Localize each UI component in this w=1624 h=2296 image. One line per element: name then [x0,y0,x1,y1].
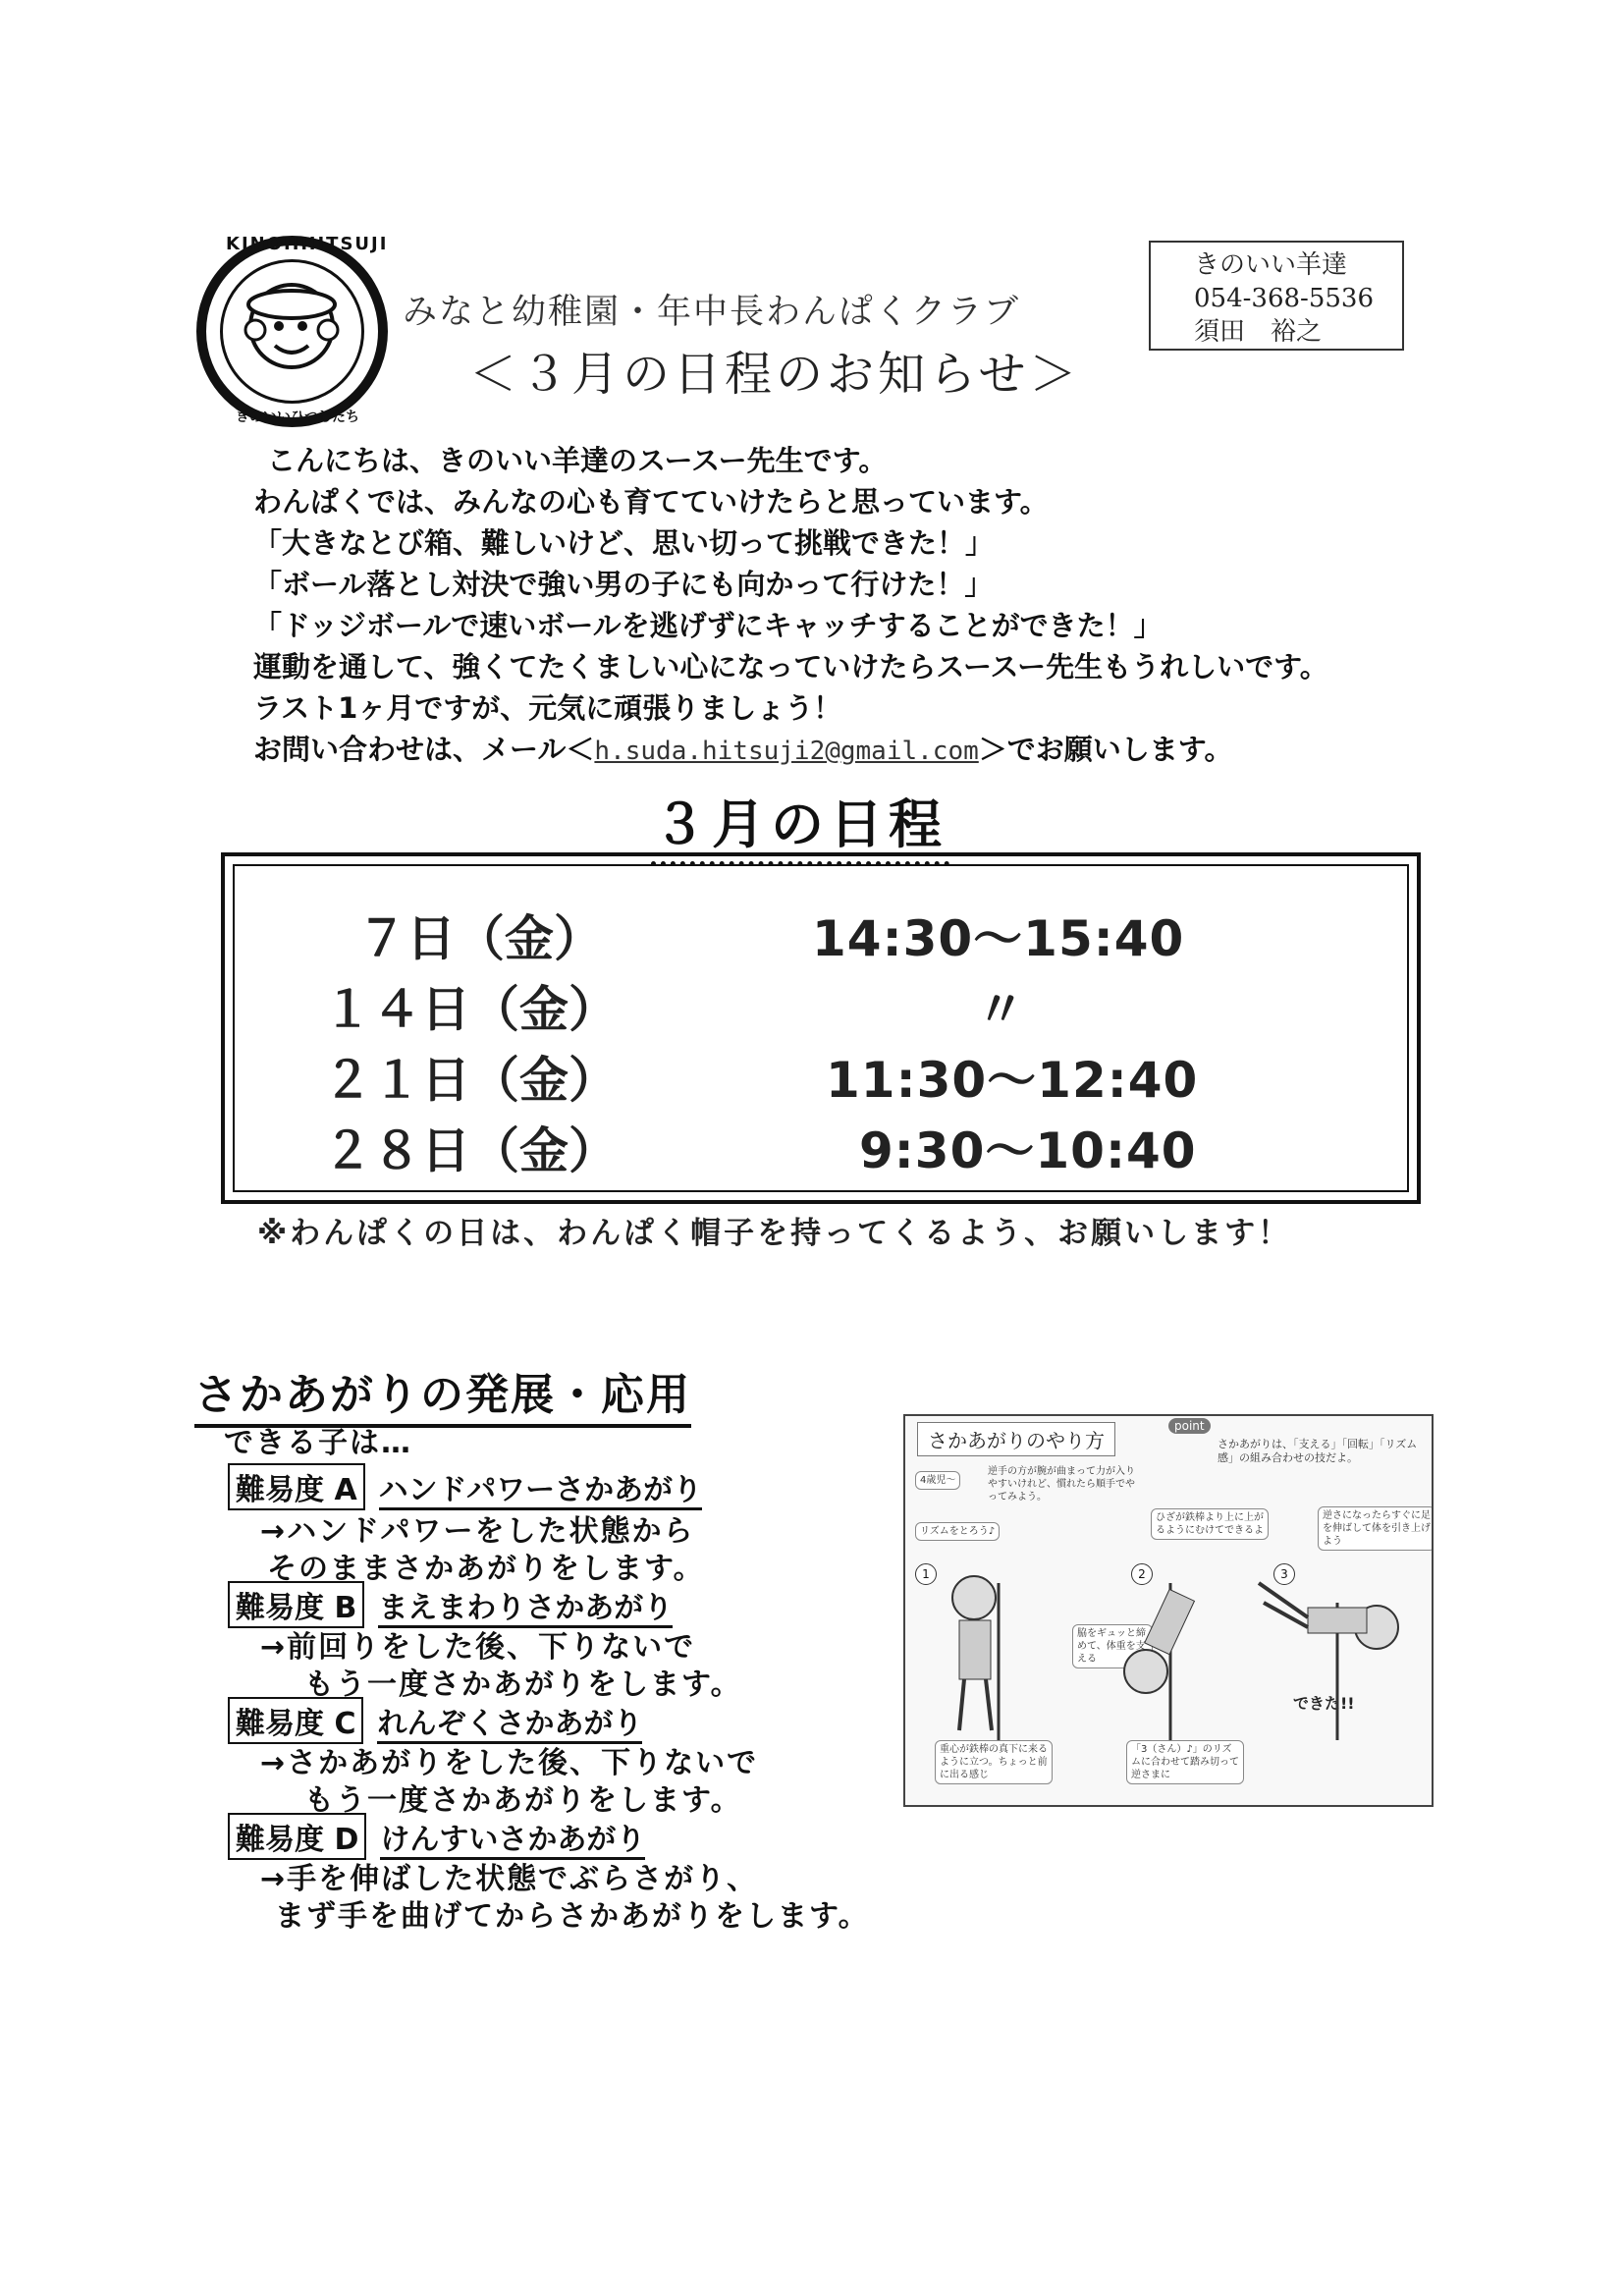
level-desc: まず手を曲げてからさかあがりをします。 [275,1899,870,1934]
section-title [194,1359,691,1422]
level-desc: →前回りをした後、下りないで [260,1630,696,1665]
illustration-title: さかあがりのやり方 [917,1422,1115,1456]
step1-label: リズムをとろう♪ [915,1522,1000,1541]
club-logo [196,236,388,427]
level-name: けんすいさかあがり [380,1823,645,1860]
intro-line-contact [253,729,1412,772]
logo-lettering-jp: きのいいひつじたち [236,410,359,425]
level-name: ハンドパワーさかあがり [379,1473,702,1510]
schedule-date: １４日（金） [323,981,618,1038]
step-number: 1 [915,1563,937,1585]
step2-label: ひざが鉄棒より上に上がるようにむけてできるよ [1151,1508,1269,1540]
note-c: 「3（さん）♪」のリズムに合わせて踏み切って逆さまに [1126,1740,1244,1784]
level-a [228,1463,702,1510]
level-desc: →さかあがりをした後、下りないで [260,1746,759,1780]
logo-lettering: KINOIIHITSUJI [226,234,389,254]
schedule-box [221,852,1421,1204]
contact-name: 須田 裕之 [1194,317,1323,347]
intro-line: 「大きなとび箱、難しいけど、思い切って挑戦できた！」 [253,526,995,560]
page-title: ＜３月の日程のお知らせ＞ [469,347,1081,402]
schedule-title-text: ３月の日程 [653,793,947,855]
level-badge: 難易度 A [228,1463,365,1510]
level-badge: 難易度 D [228,1813,366,1860]
schedule-time: 〃 [976,981,1026,1038]
step-number: 2 [1131,1563,1153,1585]
illustration-panel [903,1414,1434,1807]
schedule-row [225,900,1417,967]
contact-org: きのいい羊達 [1194,250,1348,280]
level-desc: もう一度さかあがりをします。 [304,1667,742,1702]
note-a: 脇をギュッと締めて、体重を支える [1072,1624,1153,1668]
level-badge: 難易度 B [228,1581,364,1628]
intro-text [253,440,1412,772]
intro-line: 運動を通して、強くてたくましい心になっていけたらスースー先生もうれしいです。 [253,650,1328,683]
level-desc: →手を伸ばした状態でぶらさがり、 [260,1862,759,1896]
intro-line: わんぱくでは、みんなの心も育てていけたらと思っています。 [253,485,1049,519]
contact-phone: 054-368-5536 [1194,284,1374,313]
section-title-text: さかあがりの発展・応用 [194,1370,691,1420]
level-desc: →ハンドパワーをした状態から [260,1514,695,1549]
schedule-title [653,783,947,858]
level-name: まえまわりさかあがり [378,1591,673,1628]
point-note: さかあがりは、「支える」「回転」「リズム感」の組み合わせの技だよ。 [1218,1438,1418,1464]
subtitle: みなと幼稚園・年中長わんぱくクラブ [403,293,1021,332]
intro-line: ラスト1ヶ月ですが、元気に頑張りましょう！ [253,691,842,725]
level-b [228,1581,673,1628]
point-badge: point [1168,1418,1211,1434]
section-intro: できる子は… [224,1426,412,1460]
email-link[interactable]: h.suda.hitsuji2@gmail.com [594,737,979,766]
level-badge: 難易度 C [228,1697,363,1744]
level-name: れんぞくさかあがり [377,1707,642,1744]
level-c [228,1697,642,1744]
schedule-date: ７日（金） [357,910,603,967]
intro-line-post: ＞でお願いします。 [978,733,1233,766]
done-label: できた!! [1293,1694,1355,1713]
tip-text: 逆手の方が腕が曲まって力が入りやすいけれど、慣れたら順手でやってみよう。 [988,1466,1135,1503]
intro-line: 「ボール落とし対決で強い男の子にも向かって行けた！」 [253,568,994,601]
level-desc: そのままさかあがりをします。 [267,1552,705,1586]
age-label: 4歳児〜 [915,1471,960,1490]
bar-figures-drawing [905,1416,1434,1807]
intro-line: 「ドッジボールで速いボールを逃げずにキャッチすることができた！」 [253,609,1163,642]
contact-box [1149,241,1404,351]
step-number: 3 [1273,1563,1295,1585]
schedule-note: ※わんぱくの日は、わんぱく帽子を持ってくるよう、お願いします！ [257,1216,1292,1251]
schedule-time: 11:30〜12:40 [826,1052,1199,1109]
level-desc: もう一度さかあがりをします。 [304,1783,742,1818]
note-b: 重心が鉄棒の真下に来るように立つ。ちょっと前に出る感じ [935,1740,1053,1784]
schedule-row [225,970,1417,1038]
schedule-date: ２１日（金） [323,1052,618,1109]
step3-label: 逆さになったらすぐに足を伸ばして体を引き上げよう [1318,1506,1434,1551]
schedule-row [225,1041,1417,1109]
schedule-time: 14:30〜15:40 [812,910,1185,967]
schedule-time: 9:30〜10:40 [859,1122,1197,1179]
level-d [228,1813,645,1860]
intro-line: こんにちは、きのいい羊達のスースー先生です。 [267,444,888,477]
schedule-date: ２８日（金） [323,1122,618,1179]
intro-line-pre: お問い合わせは、メール＜ [253,733,595,766]
schedule-row [225,1112,1417,1179]
